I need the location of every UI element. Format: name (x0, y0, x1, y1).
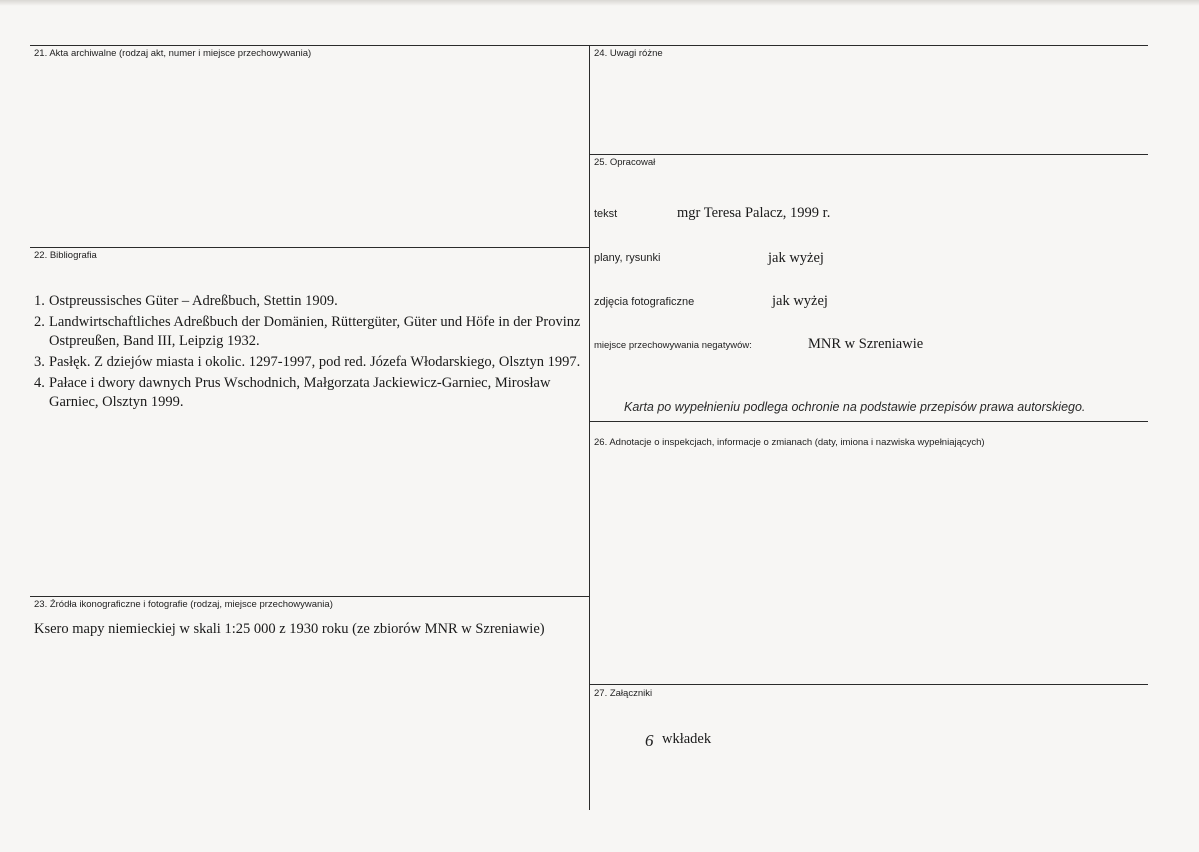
bibliography-item: 2. Landwirtschaftliches Adreßbuch der Domänien, Rüttergüter, Güter und Höfe in der Provinz Ostpreußen, Band III, Leipzig 1932. (34, 314, 581, 349)
zdjecia-value: jak wyżej (772, 293, 828, 309)
zdjecia-label: zdjęcia fotograficzne (594, 296, 695, 308)
bibliography-item: 4. Pałace i dwory dawnych Prus Wschodnich, Małgorzata Jackiewicz-Garniec, Mirosław Garniec, Olsztyn 1999. (34, 375, 551, 410)
attachments-value: wkładek (662, 731, 712, 747)
divider-26 (589, 421, 1148, 422)
section-24-label: 24. Uwagi różne (594, 48, 663, 59)
copyright-note: Karta po wypełnieniu podlega ochronie na podstawie przepisów prawa autorskiego. (624, 400, 1086, 414)
miejsce-value: MNR w Szreniawie (808, 336, 924, 352)
section-25-label: 25. Opracował (594, 157, 656, 168)
divider-22 (30, 247, 589, 248)
scan-edge (0, 0, 1199, 6)
section-22-label: 22. Bibliografia (34, 250, 97, 261)
section-27-label: 27. Załączniki (594, 688, 653, 699)
attachments-count: 6 (645, 731, 654, 750)
plany-value: jak wyżej (768, 250, 824, 266)
divider-23 (30, 596, 589, 597)
bibliography-list (34, 292, 594, 412)
plany-label: plany, rysunki (594, 252, 661, 264)
tekst-label: tekst (594, 208, 618, 220)
section-21-label: 21. Akta archiwalne (rodzaj akt, numer i miejsce przechowywania) (34, 48, 312, 59)
tekst-value: mgr Teresa Palacz, 1999 r. (677, 205, 831, 221)
section-26-label: 26. Adnotacje o inspekcjach, informacje o zmianach (daty, imiona i nazwiska wypełniających) (594, 437, 985, 448)
divider-27 (589, 684, 1148, 685)
section-23-label: 23. Źródła ikonograficzne i fotografie (rodzaj, miejsce przechowywania) (34, 599, 333, 610)
section-23-text: Ksero mapy niemieckiej w skali 1:25 000 z 1930 roku (ze zbiorów MNR w Szreniawie) (34, 621, 545, 637)
bibliography-item: 1. Ostpreussisches Güter – Adreßbuch, Stettin 1909. (34, 293, 338, 309)
divider-center (589, 45, 590, 810)
divider-25 (589, 154, 1148, 155)
bibliography-item: 3. Pasłęk. Z dziejów miasta i okolic. 1297-1997, pod red. Józefa Włodarskiego, Olsztyn 1997. (34, 354, 581, 370)
miejsce-label: miejsce przechowywania negatywów: (594, 340, 752, 351)
